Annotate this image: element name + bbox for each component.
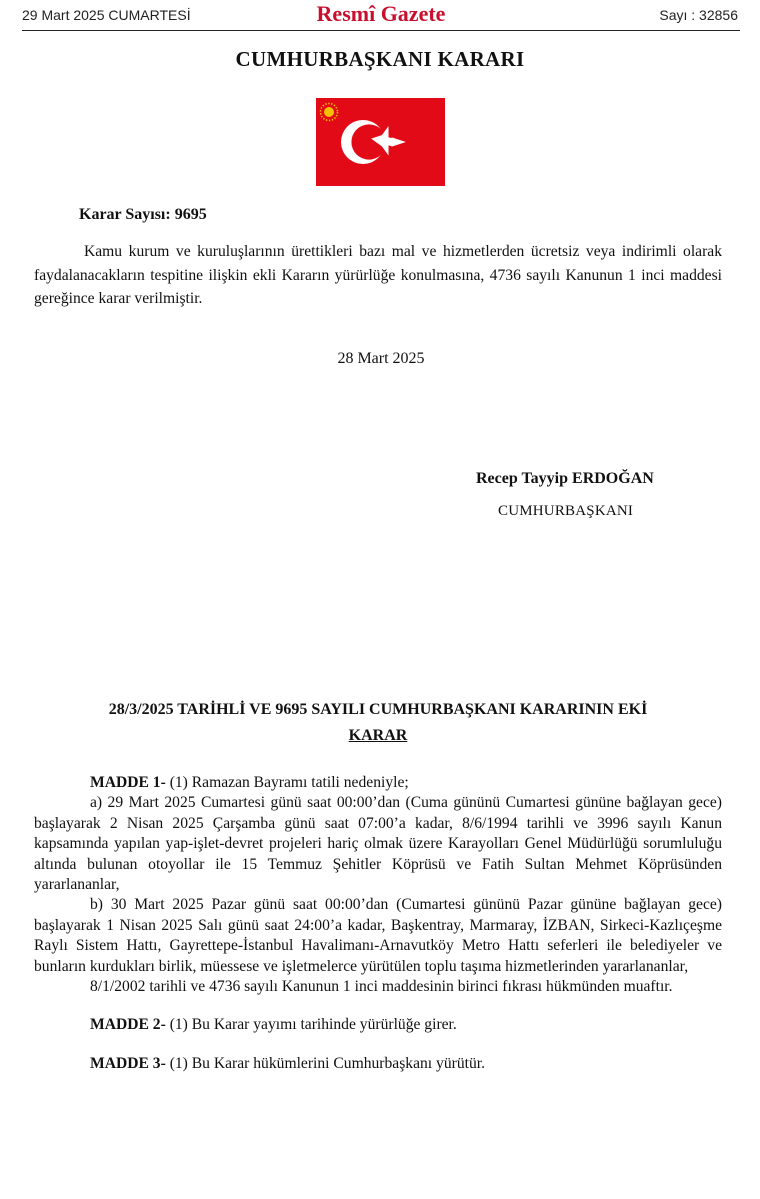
intro-paragraph: Kamu kurum ve kuruluşlarının ürettikleri bazı mal ve hizmetlerden ücretsiz veya indirimli olarak faydalanacakların tespitine ilişkin ekli Kararın yürürlüğe konulmasına, 4736 sayılı Kanunun 1 inci maddesi gereğince karar verilmiştir. xyxy=(34,243,722,307)
header-date: 29 Mart 2025 CUMARTESİ xyxy=(22,7,191,23)
decision-number: Karar Sayısı: 9695 xyxy=(79,206,207,223)
gazette-title: Resmî Gazete xyxy=(316,1,446,26)
article-2-label: MADDE 2- xyxy=(90,1016,166,1034)
decision-date: 28 Mart 2025 xyxy=(337,350,425,367)
decision-title: CUMHURBAŞKANI KARARI xyxy=(235,47,525,71)
gazette-header xyxy=(22,1,740,31)
article-2-text: (1) Bu Karar yayımı tarihinde yürürlüğe girer. xyxy=(165,1016,457,1034)
signatory-title: CUMHURBAŞKANI xyxy=(498,503,634,519)
article-1-item-b: b) 30 Mart 2025 Pazar günü saat 00:00’dan (Cumartesi gününü Pazar gününe bağlayan gece) başlayarak 1 Nisan 2025 Salı günü saat 24:00’a kadar, Başkentray, Marmaray, İZBAN, Sirkeci-Kazlıçeşme Raylı Sistem Hattı, Gayrettepe-İstanbul Havalimanı-Arnavutköy Metro Hattı seferleri ile belediyeler ve bunların kurdukları birlik, müessese ve işletmelerce yürütülen toplu taşıma hizmetlerinden yararlananlar, xyxy=(34,896,722,975)
article-3-text: (1) Bu Karar hükümlerini Cumhurbaşkanı yürütür. xyxy=(165,1054,485,1072)
annex-body xyxy=(34,773,722,1074)
article-1-label: MADDE 1- xyxy=(90,774,166,791)
annex-title xyxy=(34,697,722,749)
article-1-closing: 8/1/2002 tarihli ve 4736 sayılı Kanunun 1 inci maddesinin birinci fıkrası hükmünden muaftır. xyxy=(90,978,673,996)
issue-number: Sayı : 32856 xyxy=(659,7,738,23)
annex-title-line2: KARAR xyxy=(348,727,408,744)
article-1-text: (1) Ramazan Bayramı tatili nedeniyle; xyxy=(165,774,409,791)
turkish-flag-icon xyxy=(316,98,445,186)
article-1 xyxy=(34,773,722,793)
article-1-item-a: a) 29 Mart 2025 Cumartesi günü saat 00:00’dan (Cuma gününü Cumartesi gününe bağlayan gece) başlayarak 2 Nisan 2025 Çarşamba günü saat 07:00’a kadar, 8/6/1994 tarihli ve 3996 sayılı Kanun kapsamında yapılan yap-işlet-devret projeleri hariç olmak üzere Karayolları Genel Müdürlüğü sorumluluğu altında bulunan otoyollar ile 15 Temmuz Şehitler Köprüsü ve Fatih Sultan Mehmet Köprüsünden yararlananlar, xyxy=(34,794,722,894)
annex-title-line1: 28/3/2025 TARİHLİ VE 9695 SAYILI CUMHURBAŞKANI KARARININ EKİ xyxy=(108,701,648,718)
article-2 xyxy=(34,1015,722,1035)
article-3 xyxy=(34,1054,722,1074)
article-3-label: MADDE 3- xyxy=(90,1054,166,1072)
signatory-name: Recep Tayyip ERDOĞAN xyxy=(476,470,654,487)
